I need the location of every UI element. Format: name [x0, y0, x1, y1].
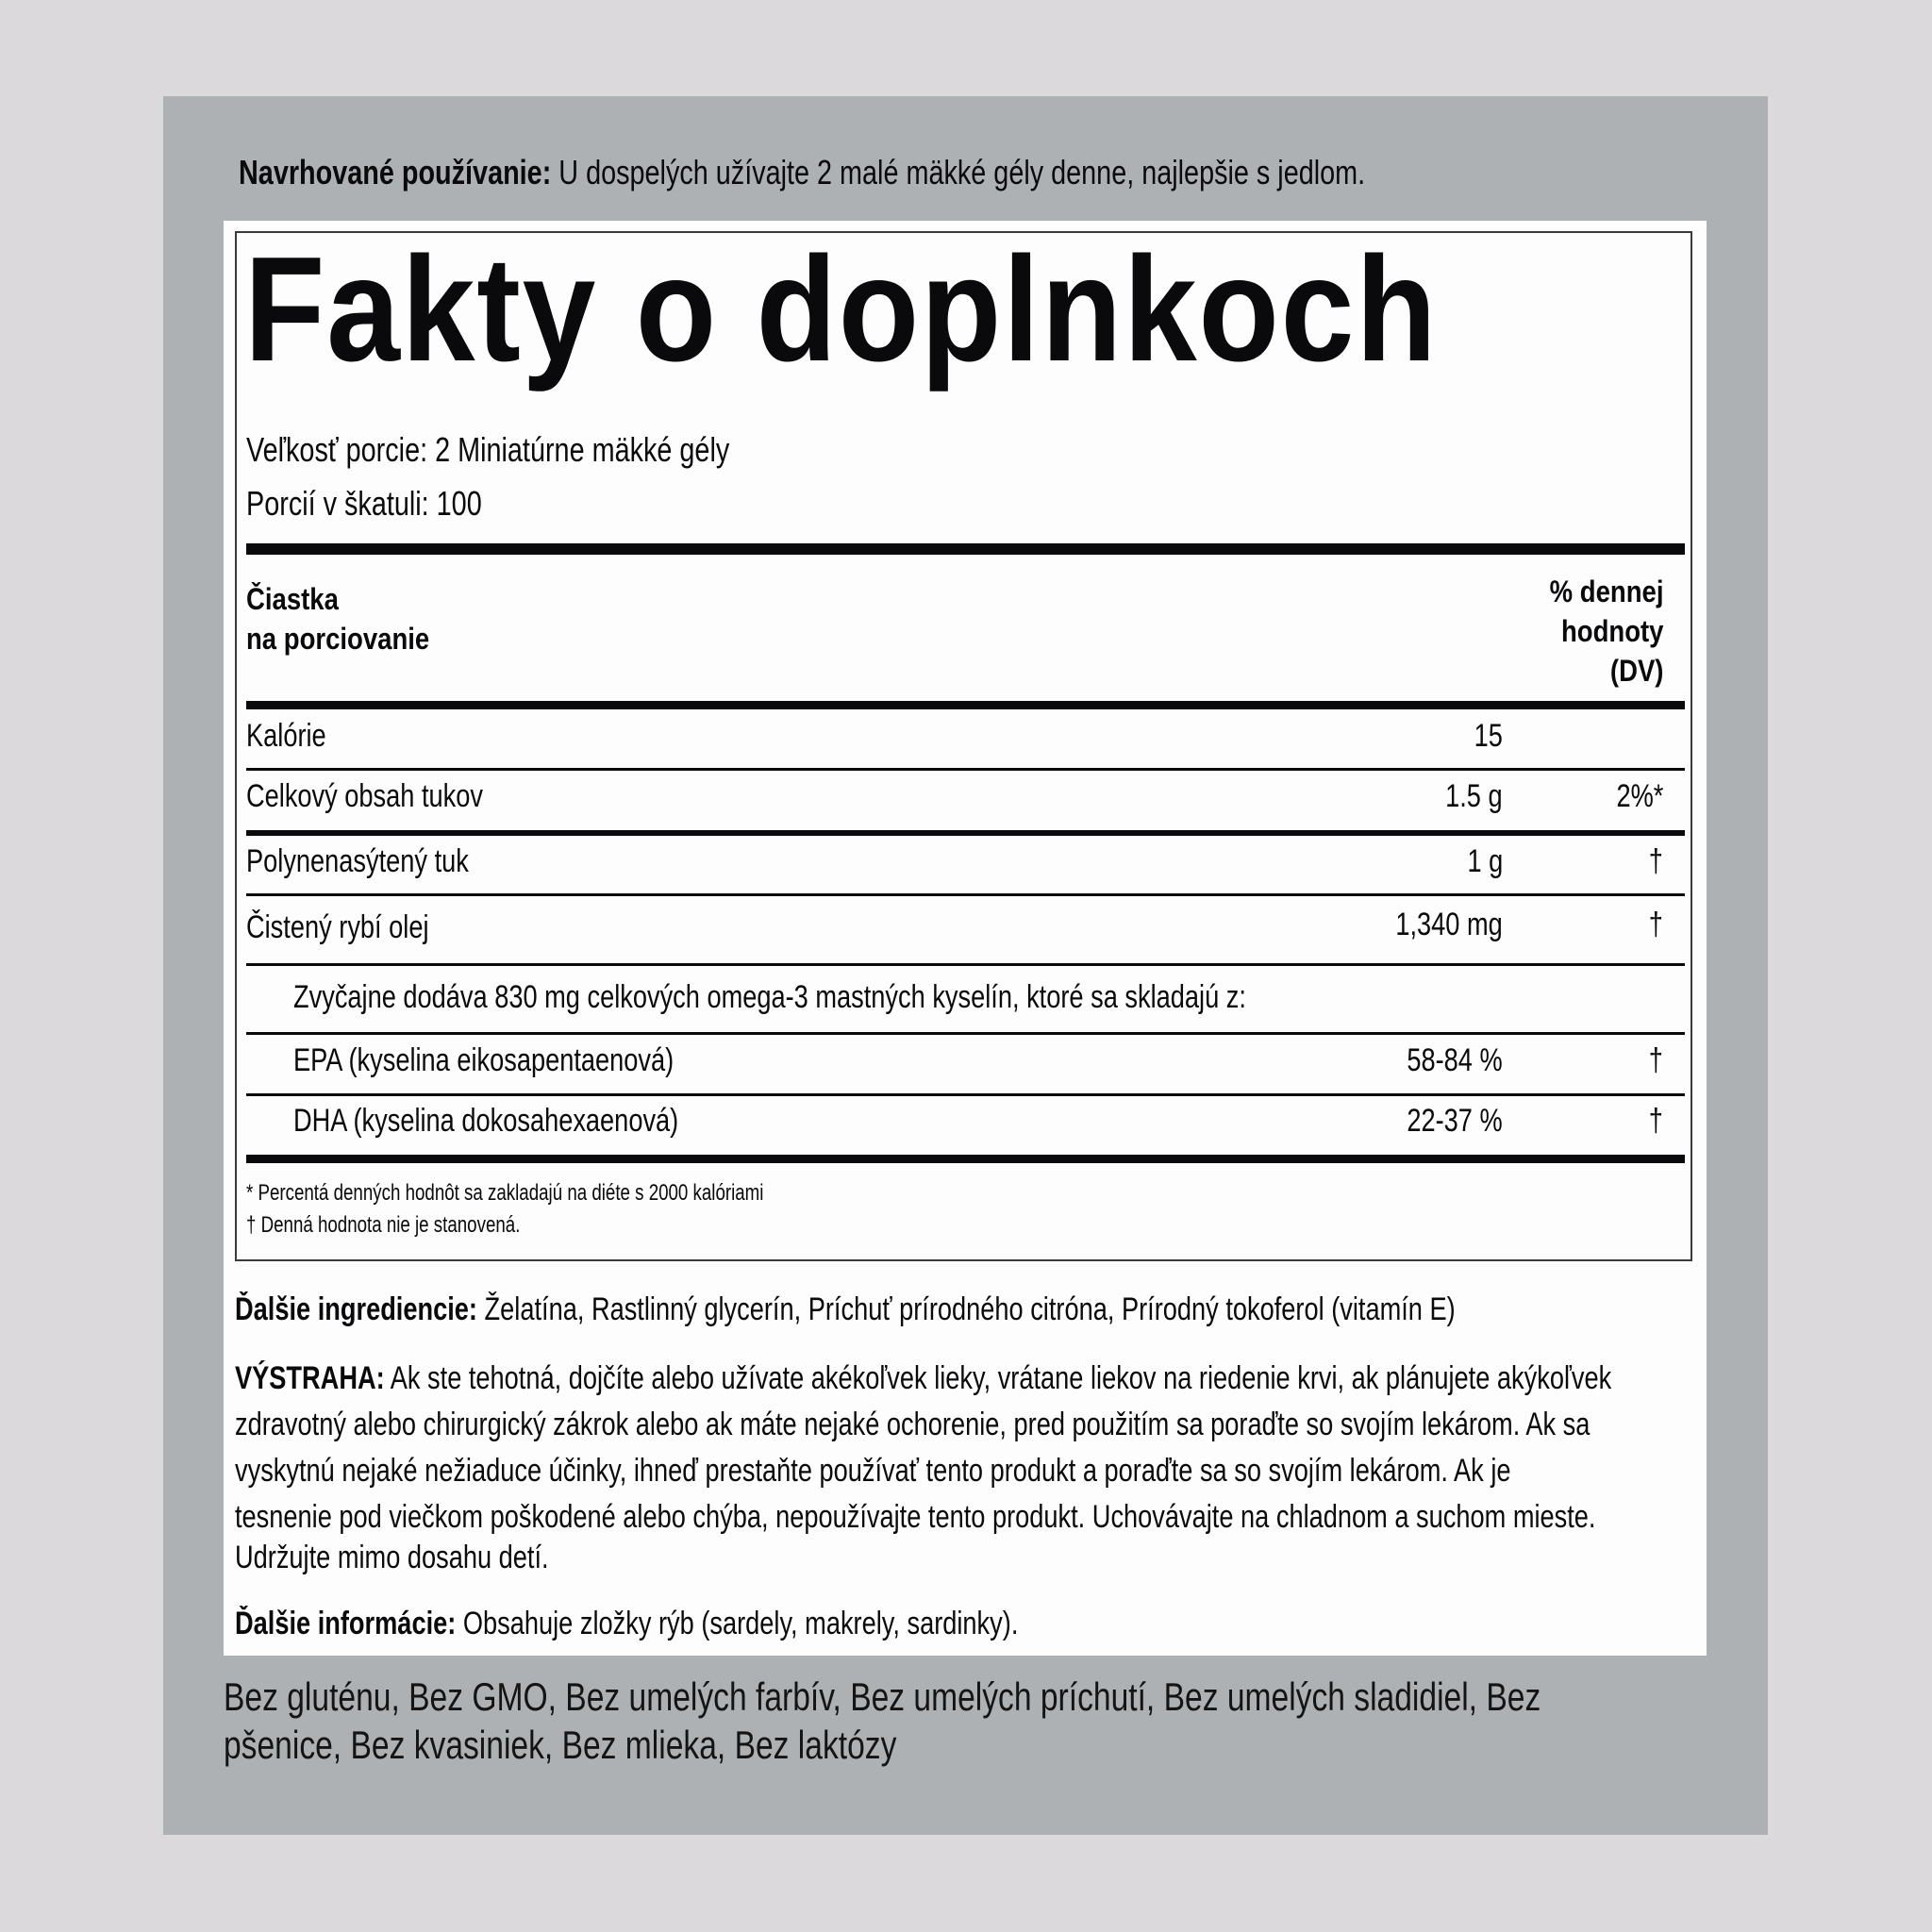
- free-from-line: pšenice, Bez kvasiniek, Bez mlieka, Bez laktózy: [224, 1723, 897, 1767]
- nutrient-amount: 1,340 mg: [1395, 907, 1503, 942]
- facts-title: Fakty o doplnkoch: [244, 226, 1439, 392]
- omega3-description: Zvyčajne dodáva 830 mg celkových omega-3 mastných kyselín, ktoré sa skladajú z:: [293, 979, 1246, 1015]
- thin-divider: [246, 893, 1685, 896]
- thin-divider: [246, 768, 1685, 771]
- nutrient-dv: †: [1648, 907, 1663, 942]
- serving-size: Veľkosť porcie: 2 Miniatúrne mäkké gély: [246, 430, 730, 469]
- nutrient-name: DHA (kyselina dokosahexaenová): [293, 1103, 679, 1139]
- nutrient-name: Polynenasýtený tuk: [246, 843, 469, 879]
- nutrient-name: EPA (kyselina eikosapentaenová): [293, 1042, 675, 1078]
- warning-line: Udržujte mimo dosahu detí.: [235, 1540, 549, 1575]
- thin-divider: [246, 1093, 1685, 1096]
- nutrient-amount: 22-37 %: [1407, 1103, 1503, 1139]
- footnote-percent: * Percentá denných hodnôt sa zakladajú na diéte s 2000 kalóriami: [246, 1180, 764, 1206]
- amount-per-serving-header: Čiastka na porciovanie: [246, 582, 430, 656]
- warning-text: Ak ste tehotná, dojčíte alebo užívate akékoľvek lieky, vrátane liekov na riedenie krvi, ak plánujete akýkoľvek: [384, 1360, 1612, 1396]
- other-ingredients-text: Želatína, Rastlinný glycerín, Príchuť prírodného citróna, Prírodný tokoferol (vitamín E): [476, 1291, 1456, 1327]
- other-info-text: Obsahuje zložky rýb (sardely, makrely, sardinky).: [456, 1606, 1019, 1641]
- suggested-use-text: U dospelých užívajte 2 malé mäkké gély denne, najlepšie s jedlom.: [551, 153, 1366, 192]
- servings-per-container: Porcií v škatuli: 100: [246, 484, 482, 523]
- free-from-line: Bez gluténu, Bez GMO, Bez umelých farbív, Bez umelých príchutí, Bez umelých sladidiel, Bez: [224, 1674, 1541, 1719]
- daily-value-header: % dennej hodnoty (DV): [1549, 575, 1663, 688]
- other-ingredients: [235, 1291, 1760, 1328]
- warning: [235, 1359, 1932, 1397]
- nutrient-amount: 58-84 %: [1407, 1042, 1503, 1078]
- other-info-label: Ďalšie informácie:: [235, 1606, 457, 1641]
- warning-line: zdravotný alebo chirurgický zákrok alebo ak máte nejaké ochorenie, pred použitím sa poraďte so svojím lekárom. Ak sa: [235, 1407, 1591, 1442]
- nutrient-dv: 2%*: [1616, 778, 1663, 814]
- nutrient-name: Celkový obsah tukov: [246, 778, 483, 814]
- thin-divider: [246, 963, 1685, 966]
- nutrient-amount: 1 g: [1467, 843, 1503, 879]
- nutrient-amount: 15: [1474, 718, 1503, 754]
- nutrient-dv: †: [1648, 843, 1663, 879]
- warning-line: vyskytnú nejaké nežiaduce účinky, ihneď prestaňte používať tento produkt a poraďte sa so svojím lekárom. Ak je: [235, 1453, 1511, 1489]
- nutrient-name: Kalórie: [246, 718, 326, 754]
- thin-divider: [246, 1032, 1685, 1035]
- warning-label: VÝSTRAHA:: [235, 1360, 385, 1396]
- medium-divider: [246, 830, 1685, 836]
- nutrient-dv: †: [1648, 1042, 1663, 1078]
- thick-divider: [246, 701, 1685, 709]
- thick-divider: [246, 543, 1685, 555]
- other-info: [235, 1605, 1214, 1642]
- nutrient-name: Čistený rybí olej: [246, 909, 429, 945]
- suggested-use-label: Navrhované používanie:: [239, 153, 552, 192]
- footnote-dagger: † Denná hodnota nie je stanovená.: [246, 1212, 521, 1238]
- warning-line: tesnenie pod viečkom poškodené alebo chýba, nepoužívajte tento produkt. Uchovávajte na chladnom a suchom mieste.: [235, 1499, 1596, 1535]
- nutrient-amount: 1.5 g: [1445, 778, 1503, 814]
- nutrient-dv: †: [1648, 1103, 1663, 1139]
- other-ingredients-label: Ďalšie ingrediencie:: [235, 1291, 477, 1327]
- suggested-use: [239, 153, 1647, 192]
- thick-divider: [246, 1155, 1685, 1163]
